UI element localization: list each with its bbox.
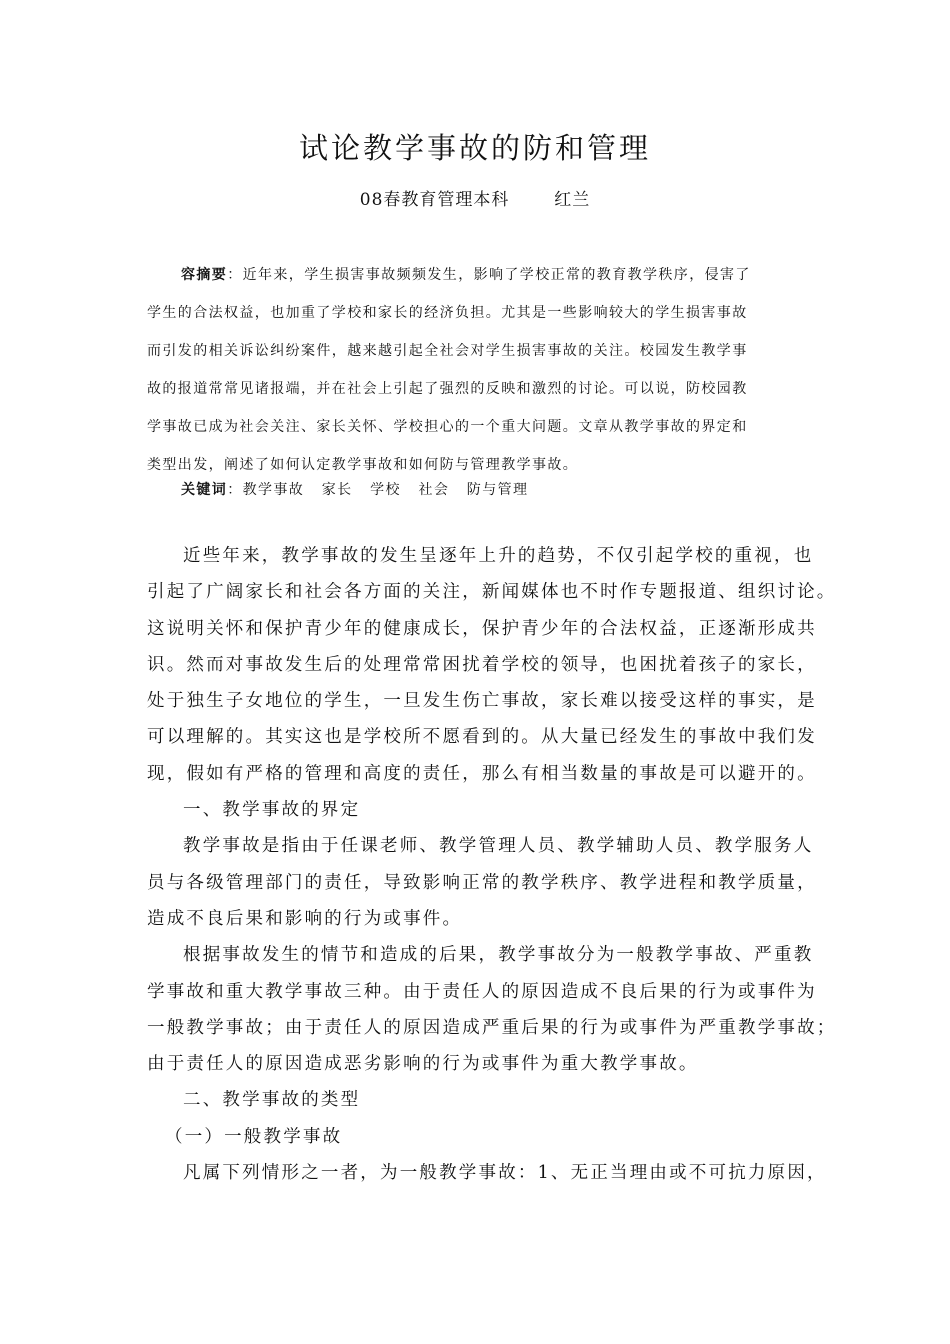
abstract-line: 类型出发，阐述了如何认定教学事故和如何防与管理教学事故。 [147,457,579,473]
paragraph-line: 学事故和重大教学事故三种。由于责任人的原因造成不良后果的行为或事件为 [147,981,817,1002]
document-byline: 08春教育管理本科 红兰 [359,190,591,210]
paragraph-line: 一般教学事故；由于责任人的原因造成严重后果的行为或事件为严重教学事故； [147,1017,837,1038]
section-heading: 二、教学事故的类型 [183,1090,361,1111]
paragraph-line: 可以理解的。其实这也是学校所不愿看到的。从大量已经发生的事故中我们发 [147,727,817,748]
paragraph-line: 造成不良后果和影响的行为或事件。 [147,908,463,929]
abstract-line: 故的报道常常见诸报端，并在社会上引起了强烈的反映和激烈的讨论。可以说，防校园教 [147,381,748,397]
abstract-line [147,256,815,294]
paragraph-line: 员与各级管理部门的责任，导致影响正常的教学秩序、教学进程和教学质量， [147,872,817,893]
keywords-text: ：教学事故 家长 学校 社会 防与管理 [227,482,529,498]
paragraph-line: 由于责任人的原因造成恶劣影响的行为或事件为重大教学事故。 [147,1054,699,1075]
abstract-text: ：近年来，学生损害事故频频发生，影响了学校正常的教育教学秩序，侵害了 [227,267,751,283]
section-heading: 一、教学事故的界定 [183,800,361,821]
paragraph-line: 处于独生子女地位的学生，一旦发生伤亡事故，家长难以接受这样的事实，是 [147,691,817,712]
abstract-line: 而引发的相关诉讼纠纷案件，越来越引起全社会对学生损害事故的关注。校园发生教学事 [147,343,748,359]
paragraph-line: 教学事故是指由于任课老师、教学管理人员、教学辅助人员、教学服务人 [183,836,814,857]
abstract-section [147,256,815,484]
paragraph-line: 凡属下列情形之一者，为一般教学事故：1、无正当理由或不可抗力原因， [183,1163,827,1184]
paragraph-line: 这说明关怀和保护青少年的健康成长，保护青少年的合法权益，正逐渐形成共 [147,618,817,639]
abstract-label: 容摘要 [181,267,228,283]
paragraph-line: 引起了广阔家长和社会各方面的关注，新闻媒体也不时作专题报道、组织讨论。 [147,582,837,603]
abstract-line: 学事故已成为社会关注、家长关怀、学校担心的一个重大问题。文章从教学事故的界定和 [147,419,748,435]
document-title: 试论教学事故的防和管理 [298,131,651,165]
keywords-line [181,476,528,504]
paragraph-line: 现，假如有严格的管理和高度的责任，那么有相当数量的事故是可以避开的。 [147,763,817,784]
paragraph-line: 近些年来，教学事故的发生呈逐年上升的趋势，不仅引起学校的重视，也 [183,546,814,566]
subsection-heading: （一）一般教学事故 [165,1126,343,1147]
paragraph-line: 根据事故发生的情节和造成的后果，教学事故分为一般教学事故、严重教 [183,945,814,966]
keywords-label: 关键词 [181,482,228,498]
paragraph-line: 识。然而对事故发生后的处理常常困扰着学校的领导，也困扰着孩子的家长， [147,654,817,675]
abstract-line: 学生的合法权益，也加重了学校和家长的经济负担。尤其是一些影响较大的学生损害事故 [147,305,748,321]
body-text [147,538,837,1191]
